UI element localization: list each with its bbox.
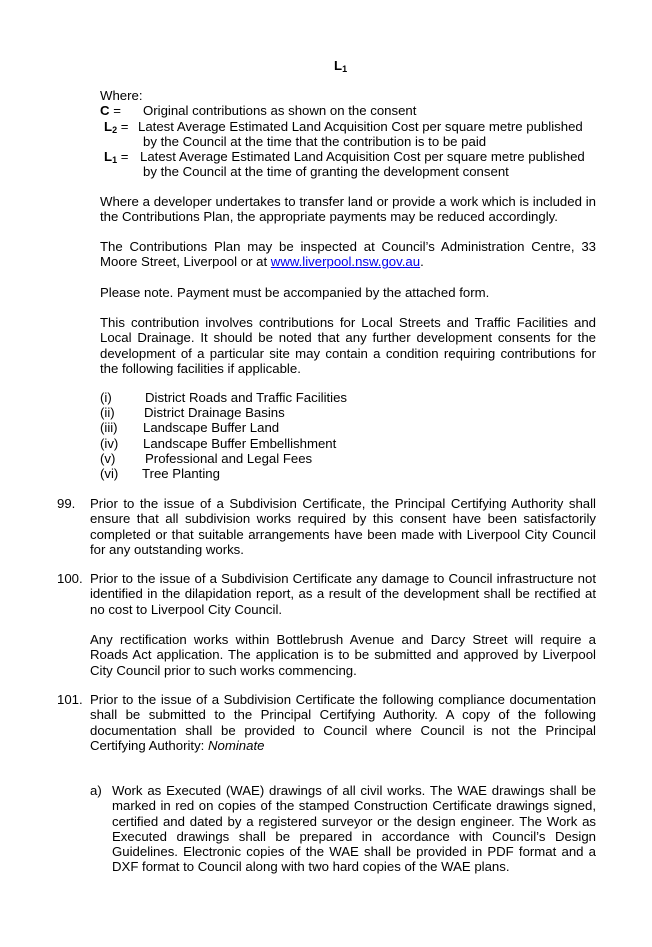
where-l1-text2: by the Council at the time of granting the development consent xyxy=(143,164,509,179)
condition-101-text: Prior to the issue of a Subdivision Certificate the following compliance documentation shall be submitted to the Principal Certifying Authority. A copy of the following documentation shall be provided to Council where Council is not the Principal Certifying Authority: Nominate xyxy=(90,692,596,753)
condition-99-number: 99. xyxy=(57,496,76,511)
paragraph-involves: This contribution involves contributions for Local Streets and Traffic Facilities and Local Drainage. It should be noted that any further development consents for the development of a particular site may contain a condition requiring contributions for the following facilities if applicable. xyxy=(100,315,596,376)
condition-101-number: 101. xyxy=(57,692,83,707)
condition-101-a-text: Work as Executed (WAE) drawings of all civil works. The WAE drawings shall be marked in red on copies of the stamped Construction Certificate drawings signed, certified and dated by a registered surveyor or the design engineer. The Work as Executed drawings shall be prepared in accordance with Council’s Design Guidelines. Electronic copies of the WAE shall be provided in PDF format and a DXF format to Council along with two hard copies of the WAE plans. xyxy=(112,783,596,875)
where-l2-text2: by the Council at the time that the contribution is to be paid xyxy=(143,134,487,149)
inspect-text: The Contributions Plan may be inspected at Council’s Administration Centre, 33 Moore Street, Liverpool or at xyxy=(100,239,596,270)
where-l1-symbol: $L_1$ = xyxy=(104,149,129,165)
document-page: $L_1$ Where: C = Original contributions as shown on the consent $L_2$ = Latest Average Estimated Land Acquisition Cost per square metre published by the Council at the time that the contribution is to be paid $L_1$ = Latest Average Estimated Land Acquisition Cost per square metre published by the Council at the time of granting the development consent Where a developer undertakes to transfer land or provide a work which is included in the Contributions Plan, the appropriate payments may be reduced accordingly. The Contributions Plan may be inspected at Council’s Administration Centre, 33 Moore Street, Liverpool or at www.liverpool.nsw.gov.au. Please note. Payment must be accompanied by the attached form. This contribution involves contributions for Local Streets and Traffic Facilities and Local Drainage. It should be noted that any further development consents for the development of a particular site may contain a condition requiring contributions for the following facilities if applicable. (i) District Roads and Traffic Facilities (ii) District Drainage Basins (iii) Landscape Buffer Land (iv) Landscape Buffer Embellishment (v) Professional and Legal Fees (vi) Tree Planting 99. Prior to the issue of a Subdivision Certificate, the Principal Certifying Authority shall ensure that all subdivision works required by this consent have been satisfactorily completed or that suitable arrangements have been made with Liverpool City Council for any outstanding works. 100. Prior to the issue of a Subdivision Certificate any damage to Council infrastructure not identified in the dilapidation report, as a result of the development shall be rectified at no cost to Liverpool City Council. Any rectification works within Bottlebrush Avenue and Darcy Street will require a Roads Act application. The application is to be submitted and approved by Liverpool City Council prior to such works commencing. 101. Prior to the issue of a Subdivision Certificate the following compliance documentation shall be submitted to the Principal Certifying Authority. A copy of the following documentation shall be provided to Council where Council is not the Principal Certifying Authority: Nominate a) Work as Executed (WAE) drawings of all civil works. The WAE drawings shall be marked in red on copies of the stamped Construction Certificate drawings signed, certified and dated by a registered surveyor or the design engineer. The Work as Executed drawings shall be prepared in accordance with Council’s Design Guidelines. Electronic copies of the WAE shall be provided in PDF format and a DXF format to Council along with two hard copies of the WAE plans. xyxy=(57,58,596,875)
council-website-link[interactable]: www.liverpool.nsw.gov.au xyxy=(270,254,421,270)
paragraph-reduce: Where a developer undertakes to transfer land or provide a work which is included in the Contributions Plan, the appropriate payments may be reduced accordingly. xyxy=(100,194,596,225)
where-l2-symbol: $L_2$ = xyxy=(104,119,129,135)
formula-denominator xyxy=(334,58,347,73)
nominate-text: Nominate xyxy=(208,737,265,753)
where-c-text: Original contributions as shown on the consent xyxy=(143,103,417,118)
where-c-symbol: C = xyxy=(100,103,121,118)
where-l2-text: Latest Average Estimated Land Acquisition Cost per square metre published xyxy=(138,119,583,134)
paragraph-note: Please note. Payment must be accompanied by the attached form. xyxy=(100,285,490,300)
condition-101-a-label: a) xyxy=(90,783,102,798)
condition-100-number: 100. xyxy=(57,571,83,586)
paragraph-inspect: The Contributions Plan may be inspected at Council’s Administration Centre, 33 Moore Street, Liverpool or at www.liverpool.nsw.gov.au. xyxy=(100,239,596,270)
denominator-subscript: 1 xyxy=(342,64,348,74)
where-l1-text: Latest Average Estimated Land Acquisition Cost per square metre published xyxy=(140,149,585,164)
where-label: Where: xyxy=(100,88,143,103)
condition-99-text: Prior to the issue of a Subdivision Certificate, the Principal Certifying Authority shall ensure that all subdivision works required by this consent have been satisfactorily completed or that suitable arrangements have been made with Liverpool City Council for any outstanding works. xyxy=(90,496,596,557)
denominator-symbol: L xyxy=(334,58,343,73)
condition-100-text2: Any rectification works within Bottlebrush Avenue and Darcy Street will require a Roads Act application. The application is to be submitted and approved by Liverpool City Council prior to such works commencing. xyxy=(90,632,596,678)
condition-100-text: Prior to the issue of a Subdivision Certificate any damage to Council infrastructure not identified in the dilapidation report, as a result of the development shall be rectified at no cost to Liverpool City Council. xyxy=(90,571,596,617)
